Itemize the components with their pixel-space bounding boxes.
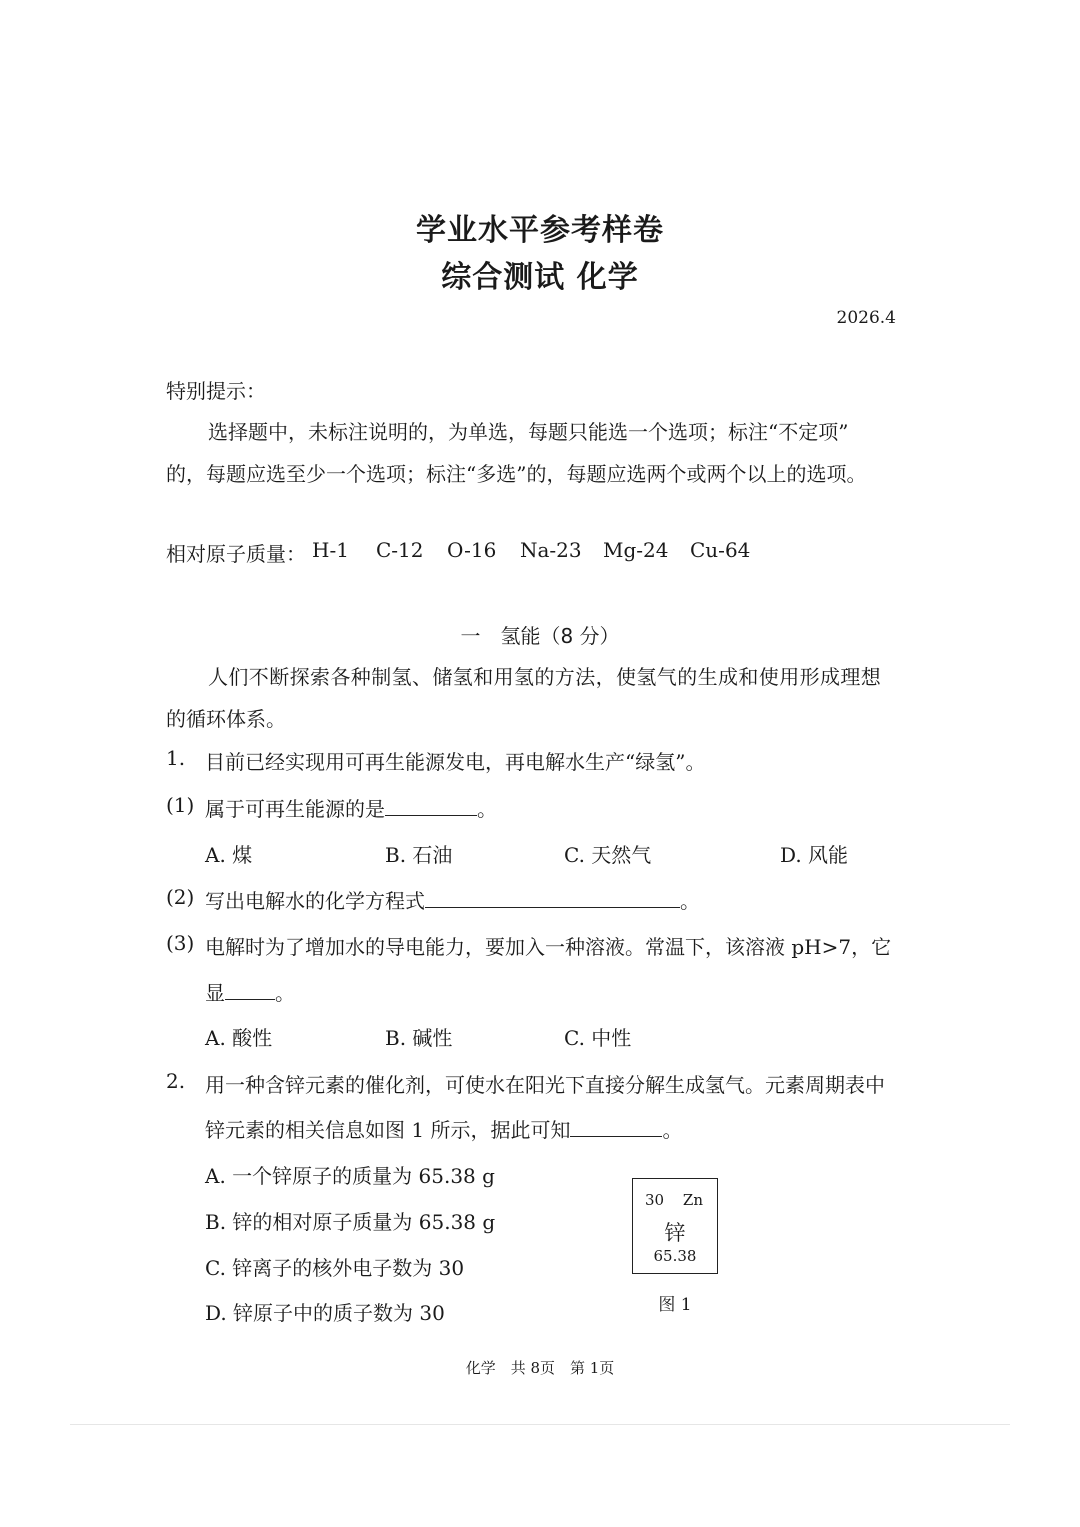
- q1-1-text: 属于可再生能源的是: [205, 797, 385, 821]
- q1-3-option-a[interactable]: A. 酸性: [205, 1026, 273, 1050]
- q1-2-stem: [205, 885, 700, 914]
- atomic-number: 30: [645, 1191, 665, 1209]
- q1-2-text: 写出电解水的化学方程式: [205, 889, 425, 913]
- q1-number: 1.: [166, 746, 186, 770]
- notice-line-2: 的，每题应选至少一个选项；标注“多选”的，每题应选两个或两个以上的选项。: [166, 462, 867, 486]
- q1-2-answer-blank[interactable]: [425, 887, 680, 908]
- atomic-mass-cu: Cu-64: [690, 538, 751, 562]
- q2-text-line-1: 用一种含锌元素的催化剂，可使水在阳光下直接分解生成氢气。元素周期表中: [205, 1073, 885, 1097]
- q2-option-a[interactable]: A. 一个锌原子的质量为 65.38 g: [205, 1164, 495, 1188]
- q1-1-stem: [205, 793, 497, 822]
- atomic-mass-h: H-1: [312, 538, 349, 562]
- atomic-mass-na: Na-23: [520, 538, 582, 562]
- q1-1-answer-blank[interactable]: [385, 795, 477, 816]
- q1-1-option-c[interactable]: C. 天然气: [564, 843, 652, 867]
- q1-2-number: (2): [166, 885, 195, 909]
- q1-3-stem-line-2: [205, 977, 295, 1006]
- q1-1-option-b[interactable]: B. 石油: [385, 843, 453, 867]
- q1-1-end: 。: [477, 797, 497, 821]
- q2-answer-blank[interactable]: [570, 1116, 662, 1137]
- atomic-mass-c: C-12: [376, 538, 424, 562]
- q1-3-option-c[interactable]: C. 中性: [564, 1026, 632, 1050]
- section-intro-line-1: 人们不断探索各种制氢、储氢和用氢的方法，使氢气的生成和使用形成理想: [208, 665, 882, 689]
- section-heading: 一 氢能（8 分）: [460, 624, 620, 648]
- q1-3-text-line-1: 电解时为了增加水的导电能力，要加入一种溶液。常温下，该溶液 pH>7，它: [205, 935, 892, 959]
- atomic-mass-label: 相对原子质量：: [166, 542, 306, 566]
- q1-1-option-d[interactable]: D. 风能: [780, 843, 849, 867]
- notice-line-1: 选择题中，未标注说明的，为单选，每题只能选一个选项；标注“不定项”: [208, 420, 849, 444]
- figure-caption: 图 1: [658, 1295, 692, 1315]
- relative-atomic-mass: 65.38: [653, 1247, 697, 1265]
- page-footer: 化学 共 8页 第 1页: [465, 1359, 615, 1377]
- exam-subtitle: 综合测试 化学: [441, 260, 639, 295]
- notice-label: 特别提示：: [166, 379, 266, 403]
- exam-date: 2026.4: [836, 308, 896, 328]
- element-symbol: Zn: [682, 1191, 703, 1209]
- zinc-element-box: [632, 1178, 718, 1274]
- q2-option-c[interactable]: C. 锌离子的核外电子数为 30: [205, 1256, 465, 1280]
- q1-2-end: 。: [680, 889, 700, 913]
- q2-text-line-2: 锌元素的相关信息如图 1 所示，据此可知: [205, 1118, 571, 1142]
- q2-option-d[interactable]: D. 锌原子中的质子数为 30: [205, 1301, 445, 1325]
- element-name: 锌: [664, 1221, 686, 1245]
- section-intro-line-2: 的循环体系。: [166, 707, 286, 731]
- q1-text: 目前已经实现用可再生能源发电，再电解水生产“绿氢”。: [205, 750, 706, 774]
- q1-3-number: (3): [166, 931, 195, 955]
- atomic-mass-mg: Mg-24: [603, 538, 669, 562]
- q2-end: 。: [662, 1118, 683, 1142]
- q1-3-end: 。: [275, 981, 295, 1005]
- q1-3-text-line-2: 显: [205, 981, 225, 1005]
- q2-number: 2.: [166, 1069, 186, 1093]
- q2-option-b[interactable]: B. 锌的相对原子质量为 65.38 g: [205, 1210, 496, 1234]
- q2-stem-line-2: [205, 1114, 682, 1143]
- page-divider: [70, 1424, 1010, 1425]
- q1-3-option-b[interactable]: B. 碱性: [385, 1026, 453, 1050]
- q1-1-option-a[interactable]: A. 煤: [205, 843, 253, 867]
- q1-1-number: (1): [166, 793, 195, 817]
- atomic-mass-o: O-16: [447, 538, 497, 562]
- exam-title: 学业水平参考样卷: [416, 213, 664, 248]
- q1-3-answer-blank[interactable]: [225, 979, 275, 1000]
